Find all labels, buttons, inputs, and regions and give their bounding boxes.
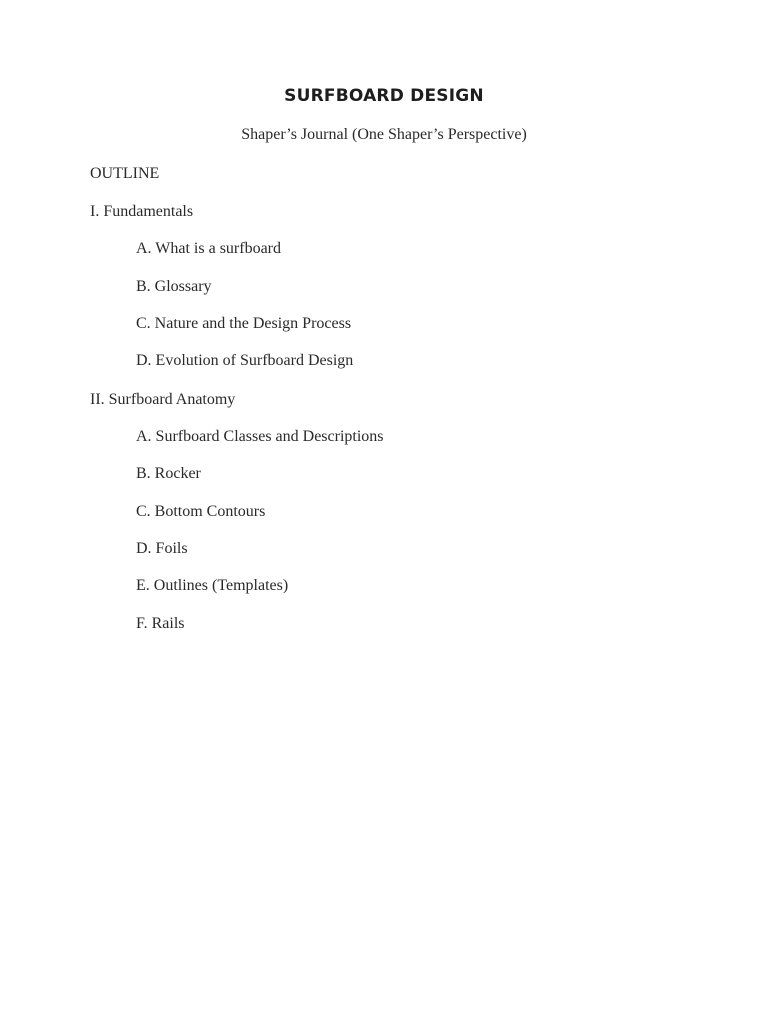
outline-item: A. What is a surfboard [136, 240, 281, 257]
outline-item: F. Rails [136, 615, 185, 632]
outline-item: B. Rocker [136, 465, 201, 482]
outline-item: D. Foils [136, 540, 188, 557]
section-heading-fundamentals: I. Fundamentals [90, 203, 194, 220]
outline-item: E. Outlines (Templates) [136, 577, 289, 594]
document-subtitle: Shaper’s Journal (One Shaper’s Perspective) [241, 126, 527, 143]
outline-item: D. Evolution of Surfboard Design [136, 352, 354, 369]
outline-item: C. Bottom Contours [136, 503, 266, 520]
outline-item: A. Surfboard Classes and Descriptions [136, 428, 384, 445]
outline-heading: OUTLINE [90, 165, 160, 182]
section-heading-anatomy: II. Surfboard Anatomy [90, 391, 236, 408]
outline-item: C. Nature and the Design Process [136, 315, 352, 332]
document-title: SURFBOARD DESIGN [284, 86, 484, 106]
outline-item: B. Glossary [136, 278, 212, 295]
